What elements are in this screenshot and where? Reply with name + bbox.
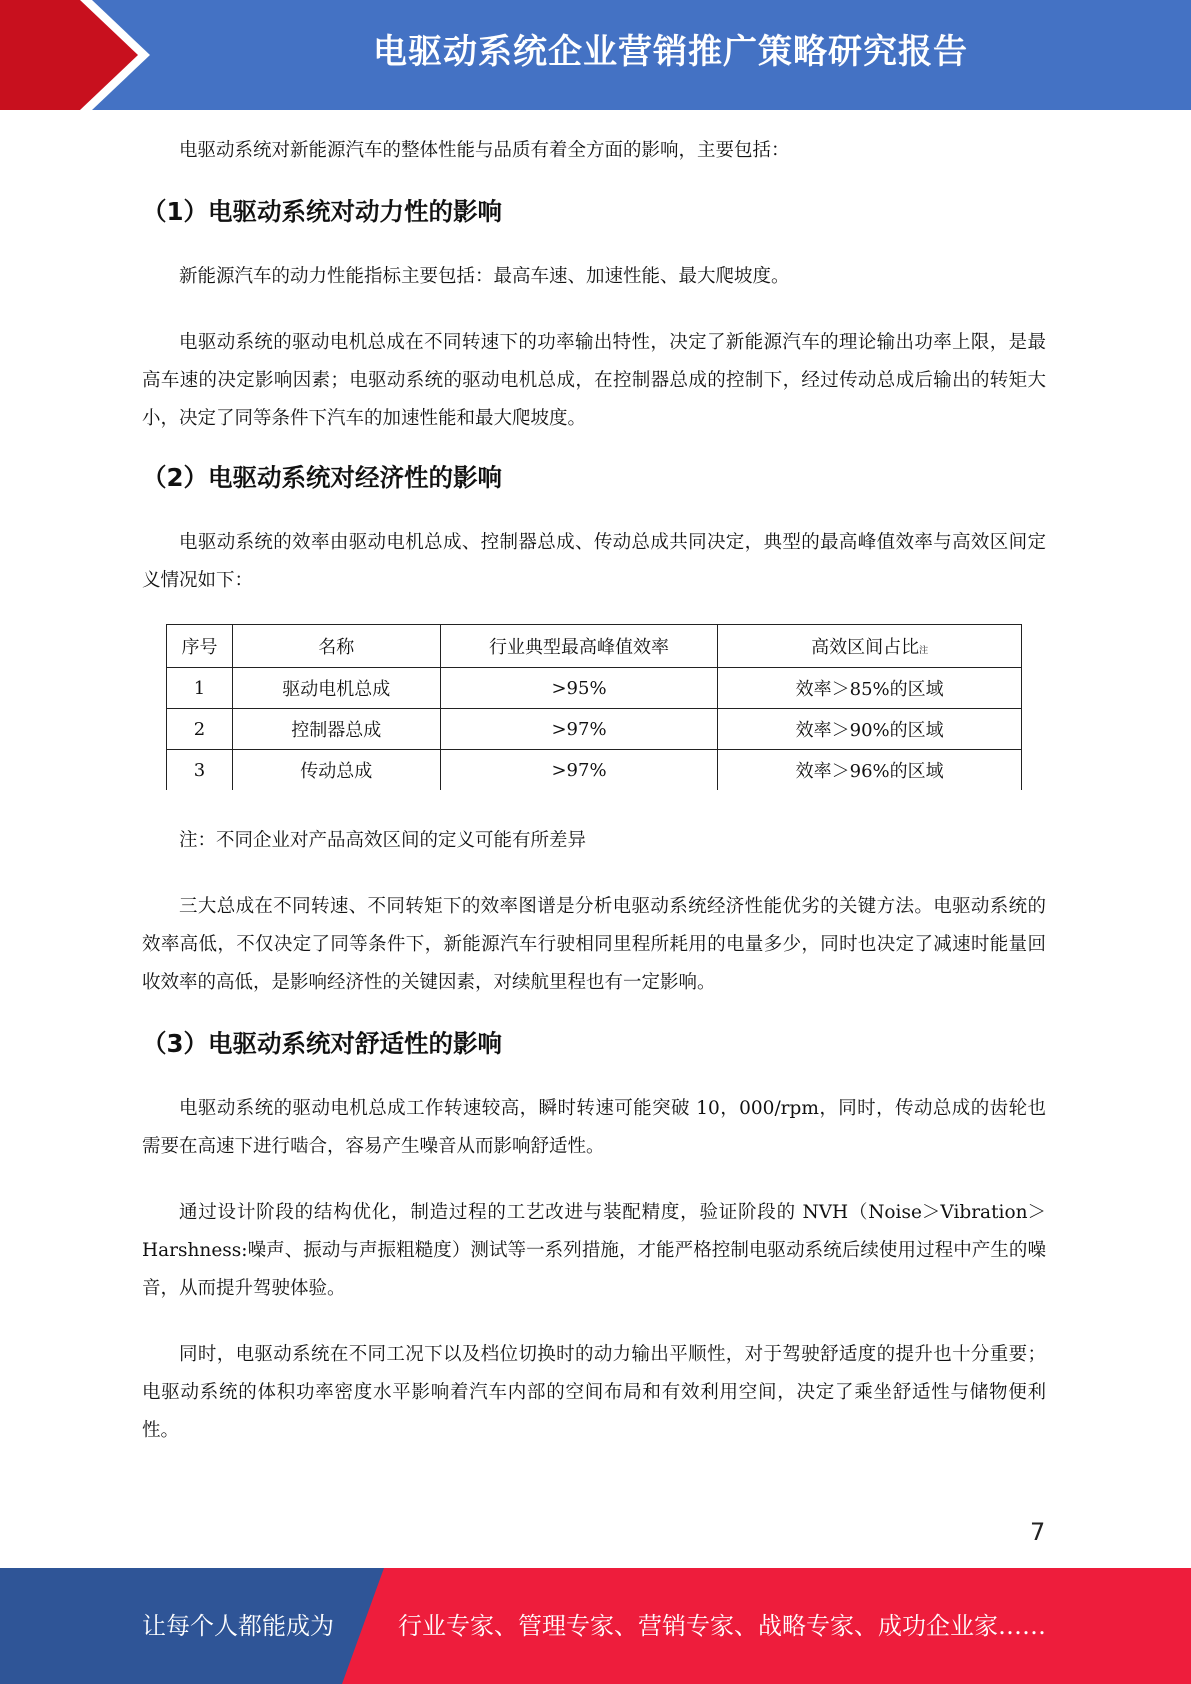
section-1-paragraph-1: 新能源汽车的动力性能指标主要包括：最高车速、加速性能、最大爬坡度。 bbox=[179, 266, 790, 287]
table-header-row bbox=[167, 625, 1022, 668]
report-title: 电驱动系统企业营销推广策略研究报告 bbox=[373, 32, 968, 72]
table-row bbox=[167, 709, 1022, 750]
table-row bbox=[167, 668, 1022, 709]
table-cell: 传动总成 bbox=[232, 750, 440, 791]
table-cell: 效率＞96%的区域 bbox=[718, 750, 1022, 791]
table-cell: 3 bbox=[167, 750, 233, 791]
section-2-heading: （2）电驱动系统对经济性的影响 bbox=[142, 463, 503, 492]
section-3-paragraph-3: 同时，电驱动系统在不同工况下以及档位切换时的动力输出平顺性，对于驾驶舒适度的提升也十分重要；电驱动系统的体积功率密度水平影响着汽车内部的空间布局和有效利用空间，决定了乘坐舒适性与储物便利性。 bbox=[142, 1344, 1046, 1441]
section-3-heading: （3）电驱动系统对舒适性的影响 bbox=[142, 1029, 503, 1058]
table-cell: 1 bbox=[167, 668, 233, 709]
table-row bbox=[167, 750, 1022, 791]
section-1-paragraph-2: 电驱动系统的驱动电机总成在不同转速下的功率输出特性，决定了新能源汽车的理论输出功率上限，是最高车速的决定影响因素；电驱动系统的驱动电机总成，在控制器总成的控制下，经过传动总成后输出的转矩大小，决定了同等条件下汽车的加速性能和最大爬坡度。 bbox=[142, 332, 1046, 429]
table-header-text: 高效区间占比 bbox=[811, 637, 920, 658]
section-2-paragraph-1: 电驱动系统的效率由驱动电机总成、控制器总成、传动总成共同决定，典型的最高峰值效率与高效区间定义情况如下： bbox=[142, 532, 1046, 591]
page-content bbox=[142, 130, 1046, 1450]
footer-slogan-left: 让每个人都能成为 bbox=[142, 1612, 334, 1640]
section-3-paragraph-2: 通过设计阶段的结构优化，制造过程的工艺改进与装配精度，验证阶段的 NVH（Noise＞Vibration＞Harshness:噪声、振动与声振粗糙度）测试等一系列措施，才能严格控制电驱动系统后续使用过程中产生的噪音，从而提升驾驶体验。 bbox=[142, 1202, 1046, 1299]
table-cell: >97% bbox=[440, 750, 718, 791]
table-note: 注：不同企业对产品高效区间的定义可能有所差异 bbox=[179, 830, 587, 851]
section-2-paragraph-2: 三大总成在不同转速、不同转矩下的效率图谱是分析电驱动系统经济性能优劣的关键方法。电驱动系统的效率高低，不仅决定了同等条件下，新能源汽车行驶相同里程所耗用的电量多少，同时也决定了减速时能量回收效率的高低，是影响经济性的关键因素，对续航里程也有一定影响。 bbox=[142, 896, 1046, 993]
table-cell: 2 bbox=[167, 709, 233, 750]
note-marker: 注 bbox=[919, 646, 929, 656]
table-cell: 效率＞85%的区域 bbox=[718, 668, 1022, 709]
table-header-cell: 序号 bbox=[167, 625, 233, 668]
table-header-cell: 名称 bbox=[232, 625, 440, 668]
section-3-paragraph-1: 电驱动系统的驱动电机总成工作转速较高，瞬时转速可能突破 10，000/rpm，同时，传动总成的齿轮也需要在高速下进行啮合，容易产生噪音从而影响舒适性。 bbox=[142, 1098, 1046, 1157]
table-cell: 控制器总成 bbox=[232, 709, 440, 750]
page-number: 7 bbox=[1030, 1518, 1046, 1546]
intro-paragraph: 电驱动系统对新能源汽车的整体性能与品质有着全方面的影响，主要包括： bbox=[179, 140, 790, 161]
footer-slogan-right: 行业专家、管理专家、营销专家、战略专家、成功企业家…… bbox=[398, 1612, 1046, 1640]
table-cell: 驱动电机总成 bbox=[232, 668, 440, 709]
page-header bbox=[0, 0, 1191, 110]
section-1-heading: （1）电驱动系统对动力性的影响 bbox=[142, 197, 503, 226]
page-footer bbox=[0, 1568, 1191, 1684]
table-cell: 效率＞90%的区域 bbox=[718, 709, 1022, 750]
efficiency-table bbox=[166, 624, 1022, 790]
table-header-cell: 行业典型最高峰值效率 bbox=[440, 625, 718, 668]
table-cell: >95% bbox=[440, 668, 718, 709]
table-header-cell bbox=[718, 625, 1022, 668]
table-cell: >97% bbox=[440, 709, 718, 750]
